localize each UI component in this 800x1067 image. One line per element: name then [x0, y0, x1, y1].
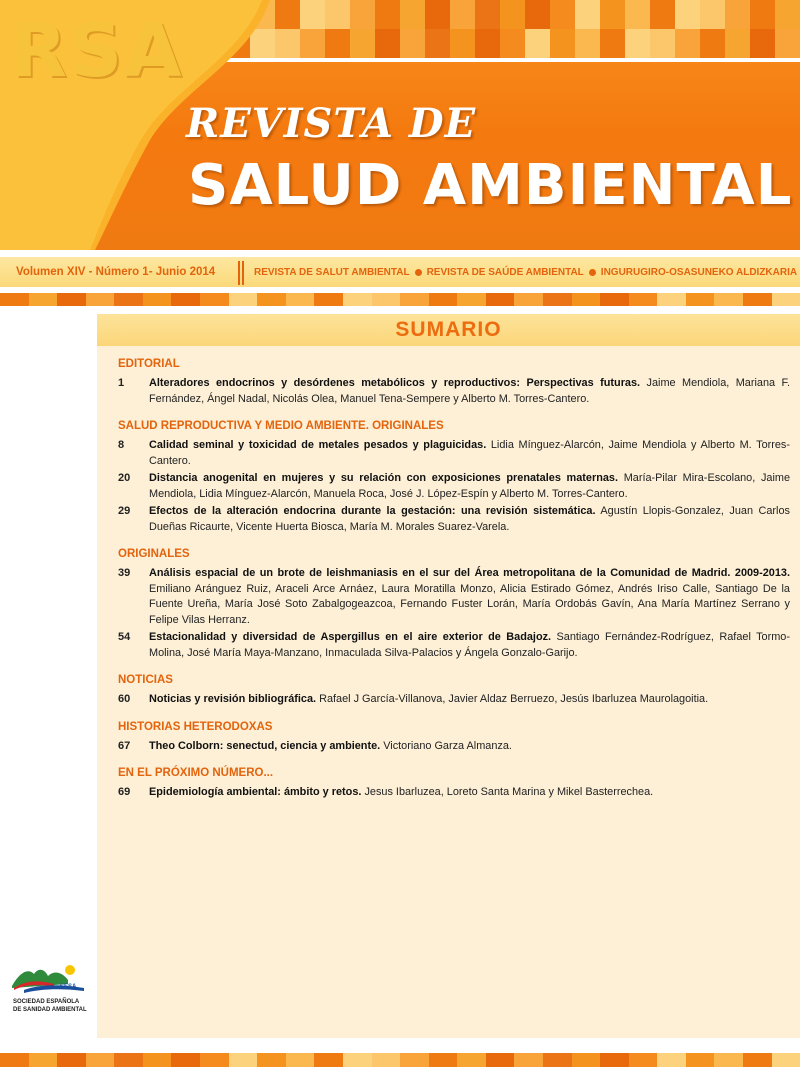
mosaic-tile — [257, 293, 286, 306]
sumario-header — [97, 314, 800, 346]
mosaic-tile — [229, 1053, 258, 1067]
toc-entry[interactable] — [118, 739, 790, 755]
article-title: Noticias y revisión bibliográfica. — [149, 693, 317, 705]
entry-text — [149, 471, 790, 502]
entry-page-number: 60 — [118, 693, 131, 705]
section-title: NOTICIAS — [118, 674, 173, 686]
mosaic-tile — [457, 293, 486, 306]
mosaic-tile — [314, 293, 343, 306]
toc-entry[interactable] — [118, 438, 790, 469]
mosaic-tile — [457, 1053, 486, 1067]
entry-page-number: 39 — [118, 567, 131, 579]
mosaic-tile — [572, 1053, 601, 1067]
toc-entry[interactable] — [118, 376, 790, 407]
sesa-acronym: SESA — [60, 984, 77, 990]
journal-name-basque: INGURUGIRO-OSASUNEKO ALDIZKARIA — [600, 267, 798, 278]
sesa-name-line2: DE SANIDAD AMBIENTAL — [13, 1006, 87, 1013]
mosaic-tile — [200, 293, 229, 306]
mosaic-tile — [200, 1053, 229, 1067]
toc-entry[interactable] — [118, 785, 790, 801]
article-authors: María-Pilar Mira-Escolano, Jaime Mendiola, Lidia Mínguez-Alarcón, Manuela Roca, José J. López-Espín y Alberto M. Torres-Cantero. — [149, 472, 790, 500]
entry-page-number: 69 — [118, 786, 131, 798]
mosaic-tile — [714, 1053, 743, 1067]
entry-page-number: 67 — [118, 739, 131, 752]
mosaic-tile — [429, 1053, 458, 1067]
cover-header — [0, 0, 800, 250]
toc-entry[interactable] — [118, 566, 790, 628]
mosaic-tile — [0, 1053, 29, 1067]
mosaic-tile — [372, 1053, 401, 1067]
entry-text — [149, 630, 790, 661]
toc-section — [118, 674, 790, 708]
mosaic-tile — [29, 1053, 58, 1067]
entry-page-number: 29 — [118, 505, 131, 517]
entry-text — [149, 438, 790, 469]
mosaic-tile — [286, 1053, 315, 1067]
bullet-icon — [415, 269, 422, 276]
mosaic-tile — [0, 293, 29, 306]
mosaic-tile — [286, 293, 315, 306]
section-title: HISTORIAS HETERODOXAS — [118, 720, 273, 733]
article-title: Epidemiología ambiental: ámbito y retos. — [149, 786, 362, 798]
article-authors: Rafael J García-Villanova, Javier Aldaz Berruezo, Jesús Ibarluzea Maurolagoitia. — [319, 693, 709, 705]
sesa-name-line1: SOCIEDAD ESPAÑOLA — [13, 999, 80, 1005]
mosaic-tile — [257, 1053, 286, 1067]
rsa-logo: RSA — [10, 8, 184, 94]
bullet-icon — [589, 269, 596, 276]
mosaic-tile — [743, 293, 772, 306]
mosaic-tile — [600, 293, 629, 306]
mosaic-tile — [114, 293, 143, 306]
contents-panel — [97, 314, 800, 1038]
entry-text — [149, 692, 790, 708]
mosaic-tile — [171, 1053, 200, 1067]
sesa-logo — [10, 962, 90, 1022]
section-title: ORIGINALES — [118, 548, 190, 560]
divider-mosaic — [0, 293, 800, 306]
mosaic-tile — [686, 1053, 715, 1067]
mosaic-tile — [314, 1053, 343, 1067]
journal-name-catalan: REVISTA DE SALUT AMBIENTAL — [254, 267, 410, 278]
journal-title-line1: REVISTA DE — [186, 100, 477, 147]
entry-page-number: 54 — [118, 631, 131, 643]
journal-name-galician: REVISTA DE SAÚDE AMBIENTAL — [426, 267, 584, 278]
article-authors: Emiliano Aránguez Ruiz, Araceli Arce Arnáez, Laura Moratilla Monzo, Alicia Estirado Gómez, Andrés Iriso Calle, Santiago De la Fuente Ureña, María José Soto Zabalgogeazcoa, Fernando Fuster Lorán, María Ordobás Gavín, Ana María Martínez Serrano y Felipe Vilas Herranz. — [149, 582, 790, 626]
article-authors: Jaime Mendiola, Mariana F. Fernández, Ángel Nadal, Nicolás Olea, Manuel Tena-Sempere y Alberto M. Torres-Cantero. — [149, 377, 791, 405]
mosaic-tile — [143, 293, 172, 306]
article-authors: Santiago Fernández-Rodríguez, Rafael Tormo-Molina, José María Maya-Manzano, Inmaculada Silva-Palacios y Ángela Gonzalo-Garijo. — [149, 631, 790, 659]
entry-text — [149, 376, 790, 407]
sumario-title: SUMARIO — [395, 318, 502, 341]
issue-info-bar — [0, 257, 800, 287]
mosaic-tile — [57, 1053, 86, 1067]
mosaic-tile — [743, 1053, 772, 1067]
mosaic-tile — [772, 1053, 800, 1067]
mosaic-tile — [486, 1053, 515, 1067]
mosaic-tile — [686, 293, 715, 306]
mosaic-tile — [400, 293, 429, 306]
article-authors: Victoriano Garza Almanza. — [383, 739, 512, 752]
mosaic-tile — [86, 293, 115, 306]
footer-mosaic — [0, 1053, 800, 1067]
sesa-emblem-icon — [10, 962, 86, 998]
entry-text — [149, 504, 790, 535]
article-authors: Jesus Ibarluzea, Loreto Santa Marina y Mikel Basterrechea. — [364, 786, 654, 798]
sesa-full-name — [13, 999, 87, 1014]
entry-page-number: 20 — [118, 472, 131, 484]
section-title: EDITORIAL — [118, 358, 180, 370]
contents-list — [118, 358, 790, 814]
toc-entry[interactable] — [118, 471, 790, 502]
mosaic-tile — [86, 1053, 115, 1067]
mosaic-tile — [343, 1053, 372, 1067]
mosaic-tile — [543, 1053, 572, 1067]
toc-section — [118, 420, 790, 535]
toc-entry[interactable] — [118, 630, 790, 661]
toc-section — [118, 358, 790, 407]
article-title: Análisis espacial de un brote de leishmaniasis en el sur del Área metropolitana de la Comunidad de Madrid. 2009-2013. — [149, 567, 790, 579]
entry-page-number: 8 — [118, 439, 125, 451]
mosaic-tile — [429, 293, 458, 306]
mosaic-tile — [714, 293, 743, 306]
mosaic-tile — [572, 293, 601, 306]
mosaic-tile — [486, 293, 515, 306]
article-title: Efectos de la alteración endocrina durante la gestación: una revisión sistemática. — [149, 505, 596, 517]
journal-title-line2: SALUD AMBIENTAL — [188, 153, 793, 218]
article-title: Estacionalidad y diversidad de Aspergillus en el aire exterior de Badajoz. — [149, 631, 552, 643]
mosaic-tile — [114, 1053, 143, 1067]
article-authors: Lidia Mínguez-Alarcón, Jaime Mendiola y Alberto M. Torres-Cantero. — [149, 439, 791, 467]
journal-alt-names — [254, 267, 797, 278]
mosaic-tile — [57, 293, 86, 306]
article-title: Theo Colborn: senectud, ciencia y ambiente. — [149, 739, 381, 752]
article-title: Calidad seminal y toxicidad de metales pesados y plaguicidas. — [149, 439, 487, 451]
mosaic-tile — [514, 1053, 543, 1067]
mosaic-tile — [343, 293, 372, 306]
mosaic-tile — [772, 293, 800, 306]
mosaic-tile — [400, 1053, 429, 1067]
mosaic-tile — [629, 1053, 658, 1067]
mosaic-tile — [600, 1053, 629, 1067]
entry-text — [149, 566, 790, 628]
mosaic-tile — [171, 293, 200, 306]
entry-page-number: 1 — [118, 377, 125, 389]
article-title: Alteradores endocrinos y desórdenes metabólicos y reproductivos: Perspectivas futuras. — [149, 377, 641, 389]
mosaic-tile — [372, 293, 401, 306]
info-bar-divider — [238, 261, 244, 285]
mosaic-tile — [29, 293, 58, 306]
toc-section — [118, 548, 790, 661]
mosaic-tile — [143, 1053, 172, 1067]
mosaic-tile — [229, 293, 258, 306]
entry-text — [149, 739, 790, 755]
article-title: Distancia anogenital en mujeres y su relación con exposiciones prenatales maternas. — [149, 472, 619, 484]
mosaic-tile — [629, 293, 658, 306]
entry-text — [149, 785, 790, 801]
mosaic-tile — [657, 1053, 686, 1067]
toc-section — [118, 721, 790, 755]
section-title: SALUD REPRODUCTIVA Y MEDIO AMBIENTE. ORIGINALES — [118, 420, 444, 432]
article-authors: Agustín Llopis-Gonzalez, Juan Carlos Dueñas Ricaurte, Vicente Huerta Biosca, María M. Morales Suarez-Varela. — [149, 505, 790, 533]
mosaic-tile — [543, 293, 572, 306]
mosaic-tile — [514, 293, 543, 306]
toc-section — [118, 767, 790, 801]
mosaic-tile — [657, 293, 686, 306]
toc-entry[interactable] — [118, 692, 790, 708]
toc-entry[interactable] — [118, 504, 790, 535]
volume-info: Volumen XIV - Número 1- Junio 2014 — [16, 266, 216, 278]
section-title: EN EL PRÓXIMO NÚMERO... — [118, 767, 274, 779]
